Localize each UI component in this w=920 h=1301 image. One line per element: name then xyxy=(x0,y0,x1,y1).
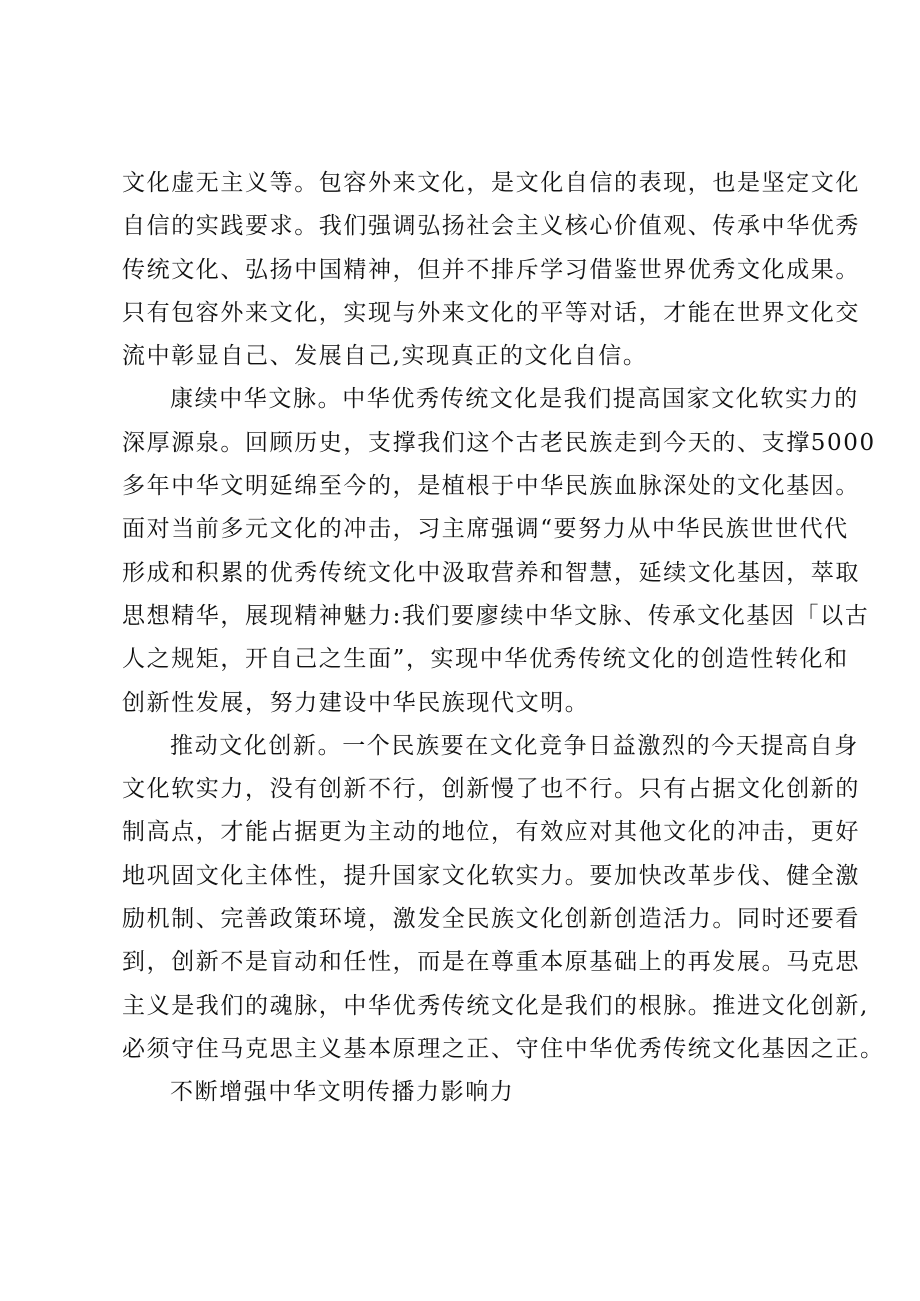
text-line: 制高点，才能占据更为主动的地位，有效应对其他文化的冲击，更好 xyxy=(122,819,860,846)
paragraph-start-line: 推动文化创新。一个民族要在文化竞争日益激烈的今天提高自身 xyxy=(170,732,859,759)
text-line: 文化软实力，没有创新不行，创新慢了也不行。只有占据文化创新的 xyxy=(122,776,860,803)
text-line: 传统文化、弘扬中国精神，但并不排斥学习借鉴世界优秀文化成果。 xyxy=(122,256,860,283)
text-line: 创新性发展，努力建设中华民族现代文明。 xyxy=(122,689,590,716)
text-line: 励机制、完善政策环境，激发全民族文化创新创造活力。同时还要看 xyxy=(122,906,860,933)
text-line: 到，创新不是盲动和任性，而是在尊重本原基础上的再发展。马克思 xyxy=(122,949,860,976)
text-line: 流中彰显自己、发展自己,实现真正的文化自信。 xyxy=(122,343,648,370)
text-line: 面对当前多元文化的冲击，习主席强调“要努力从中华民族世世代代 xyxy=(122,516,849,543)
text-line: 地巩固文化主体性，提升国家文化软实力。要加快改革步伐、健全激 xyxy=(122,862,860,889)
document-body xyxy=(122,162,885,1115)
text-line: 深厚源泉。回顾历史，支撑我们这个古老民族走到今天的、支撑5000 xyxy=(122,429,876,456)
text-line: 形成和积累的优秀传统文化中汲取营养和智慧，延续文化基因，萃取 xyxy=(122,559,860,586)
text-line: 必须守住马克思主义基本原理之正、守住中华优秀传统文化基因之正。 xyxy=(122,1035,885,1062)
text-line: 只有包容外来文化，实现与外来文化的平等对话，才能在世界文化交 xyxy=(122,299,860,326)
text-line: 自信的实践要求。我们强调弘扬社会主义核心价值观、传承中华优秀 xyxy=(122,213,860,240)
text-line: 人之规矩，开自己之生面”，实现中华优秀传统文化的创造性转化和 xyxy=(122,646,849,673)
text-line: 主义是我们的魂脉，中华优秀传统文化是我们的根脉。推进文化创新, xyxy=(122,992,869,1019)
paragraph-start-line: 康续中华文脉。中华优秀传统文化是我们提高国家文化软实力的 xyxy=(170,386,859,413)
text-line: 多年中华文明延绵至今的，是植根于中华民族血脉深处的文化基因。 xyxy=(122,473,860,500)
section-heading: 不断增强中华文明传播力影响力 xyxy=(170,1079,515,1106)
text-line: 思想精华，展现精神魅力:我们要廖续中华文脉、传承文化基因「以古 xyxy=(122,602,870,629)
text-line: 文化虚无主义等。包容外来文化，是文化自信的表现，也是坚定文化 xyxy=(122,170,860,196)
